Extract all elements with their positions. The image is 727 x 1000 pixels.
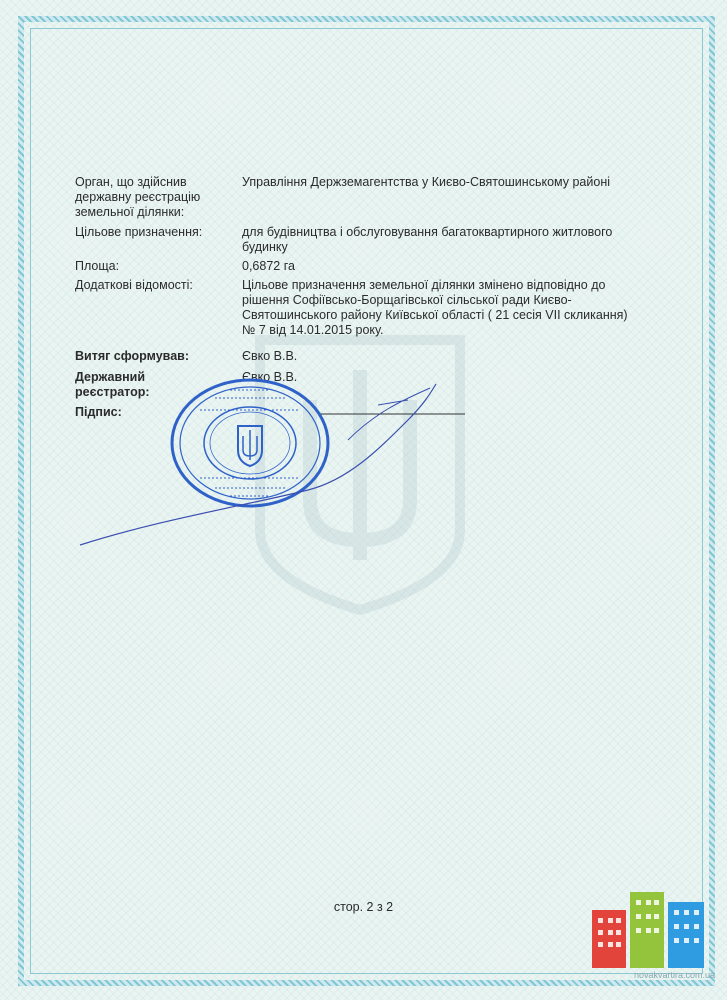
- registrar-value: Євко В.В.: [242, 370, 298, 384]
- organ-label: Орган, що здійснив державну реєстрацію земельної ділянки:: [75, 175, 201, 219]
- area-label: Площа:: [75, 259, 120, 273]
- buildings-logo-icon: [590, 890, 706, 968]
- site-watermark-text: novakvartira.com.ua: [633, 970, 715, 980]
- page-number: стор. 2 з 2: [333, 900, 394, 914]
- organ-value: Управління Держземагентства у Києво-Святошинському районі: [242, 175, 610, 189]
- formed-by-value: Євко В.В.: [242, 349, 298, 363]
- extra-value: Цільове призначення земельної ділянки змінено відповідно до рішення Софіївсько-Борщагівської сільської ради Києво-Святошинського району Київської області ( 21 сесія VII скликання) № 7 від 14.01.2015 року.: [242, 278, 628, 337]
- handwritten-signature: [78, 380, 468, 550]
- area-value: 0,6872 га: [242, 259, 295, 273]
- extra-label: Додаткові відомості:: [75, 278, 193, 292]
- purpose-value: для будівництва і обслуговування багатоквартирного житлового будинку: [242, 225, 613, 254]
- formed-by-label: Витяг сформував:: [75, 349, 189, 363]
- purpose-label: Цільове призначення:: [75, 225, 203, 239]
- signature-label: Підпис:: [75, 405, 122, 419]
- registrar-label: Державний реєстратор:: [75, 370, 150, 399]
